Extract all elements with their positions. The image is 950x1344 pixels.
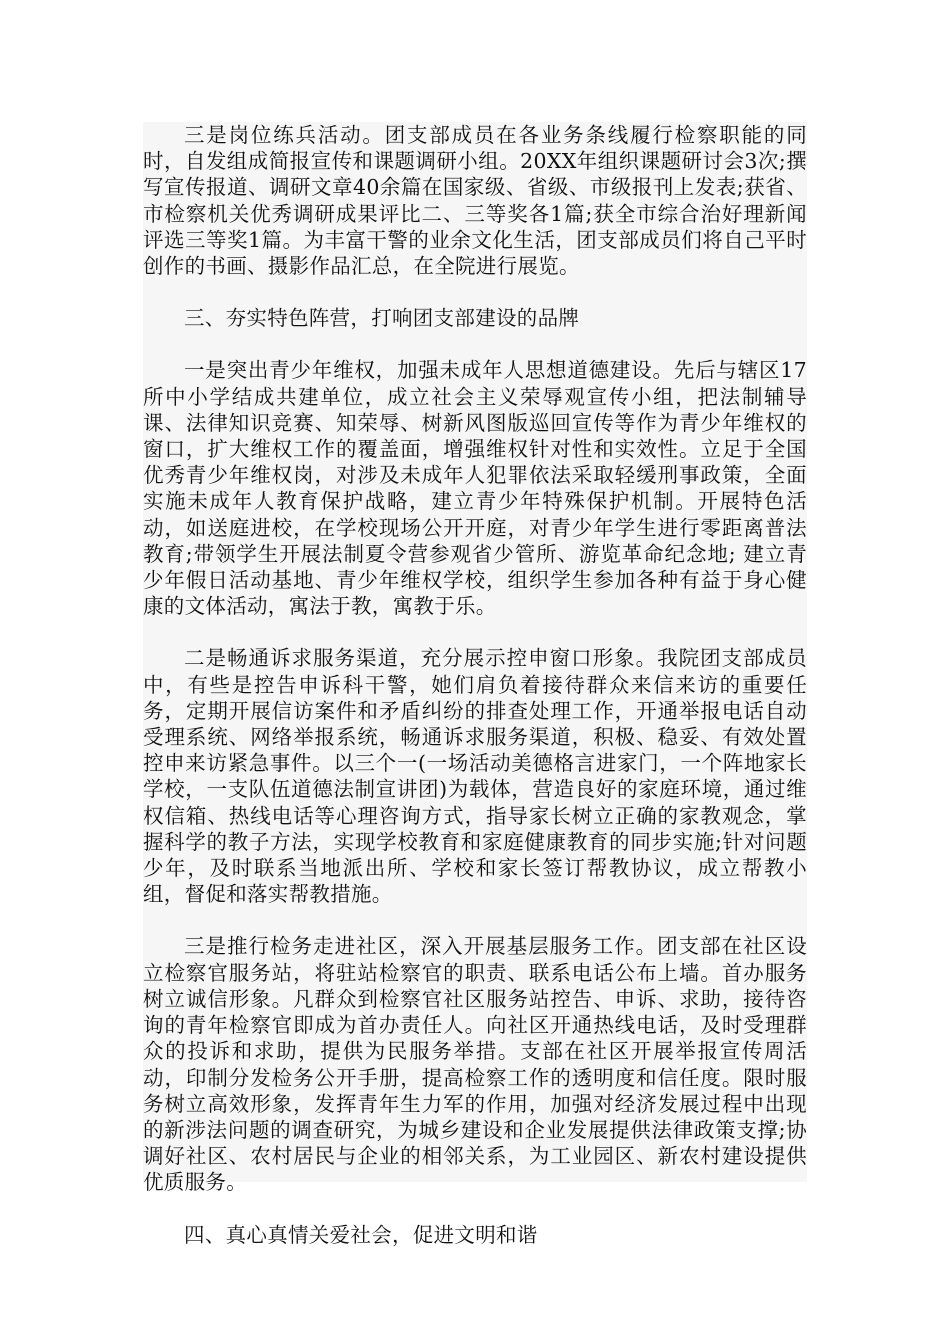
document-body	[143, 122, 807, 1247]
paragraph-youth-rights: 一是突出青少年维权，加强未成年人思想道德建设。先后与辖区17所中小学结成共建单位，成立社会主义荣辱观宣传小组，把法制辅导课、法律知识竞赛、知荣辱、树新风图版巡回宣传等作为青少年维权的窗口，扩大维权工作的覆盖面，增强维权针对性和实效性。立足于全国优秀青少年维权岗，对涉及未成年人犯罪依法采取轻缓刑事政策，全面实施未成年人教育保护战略，建立青少年特殊保护机制。开展特色活动，如送庭进校，在学校现场公开开庭，对青少年学生进行零距离普法教育;带领学生开展法制夏令营参观省少管所、游览革命纪念地; 建立青少年假日活动基地、青少年维权学校，组织学生参加各种有益于身心健康的文体活动，寓法于教，寓教于乐。	[143, 358, 807, 619]
section-heading-three: 三、夯实特色阵营，打响团支部建设的品牌	[184, 306, 580, 331]
paragraph-community-service: 三是推行检务走进社区，深入开展基层服务工作。团支部在社区设立检察官服务站，将驻站检察官的职责、联系电话公布上墙。首办服务树立诚信形象。凡群众到检察官社区服务站控告、申诉、求助，接待咨询的青年检察官即成为首办责任人。向社区开通热线电话，及时受理群众的投诉和求助，提供为民服务举措。支部在社区开展举报宣传周活动，印制分发检务公开手册，提高检察工作的透明度和信任度。限时服务树立高效形象，发挥青年生力军的作用，加强对经济发展过程中出现的新涉法问题的调查研究，为城乡建设和企业发展提供法律政策支撑;协调好社区、农村居民与企业的相邻关系，为工业园区、新农村建设提供优质服务。	[143, 934, 807, 1195]
paragraph-petition-channels: 二是畅通诉求服务渠道，充分展示控申窗口形象。我院团支部成员中，有些是控告申诉科干警，她们肩负着接待群众来信来访的重要任务，定期开展信访案件和矛盾纠纷的排查处理工作，开通举报电话自动受理系统、网络举报系统，畅通诉求服务渠道，积极、稳妥、有效处置控申来访紧急事件。以三个一(一场活动美德格言进家门，一个阵地家长学校，一支队伍道德法制宣讲团)为载体，营造良好的家庭环境，通过维权信箱、热线电话等心理咨询方式，指导家长树立正确的家教观念，掌握科学的教子方法，实现学校教育和家庭健康教育的同步实施;针对问题少年，及时联系当地派出所、学校和家长签订帮教协议，成立帮教小组，督促和落实帮教措施。	[143, 646, 807, 907]
paragraph-position-training: 三是岗位练兵活动。团支部成员在各业务条线履行检察职能的同时，自发组成简报宣传和课题调研小组。20XX年组织课题研讨会3次;撰写宣传报道、调研文章40余篇在国家级、省级、市级报刊上发表;获省、市检察机关优秀调研成果评比二、三等奖各1篇;获全市综合治好理新闻评选三等奖1篇。为丰富干警的业余文化生活，团支部成员们将自己平时创作的书画、摄影作品汇总，在全院进行展览。	[143, 123, 807, 279]
section-heading-four: 四、真心真情关爱社会，促进文明和谐	[184, 1222, 538, 1247]
